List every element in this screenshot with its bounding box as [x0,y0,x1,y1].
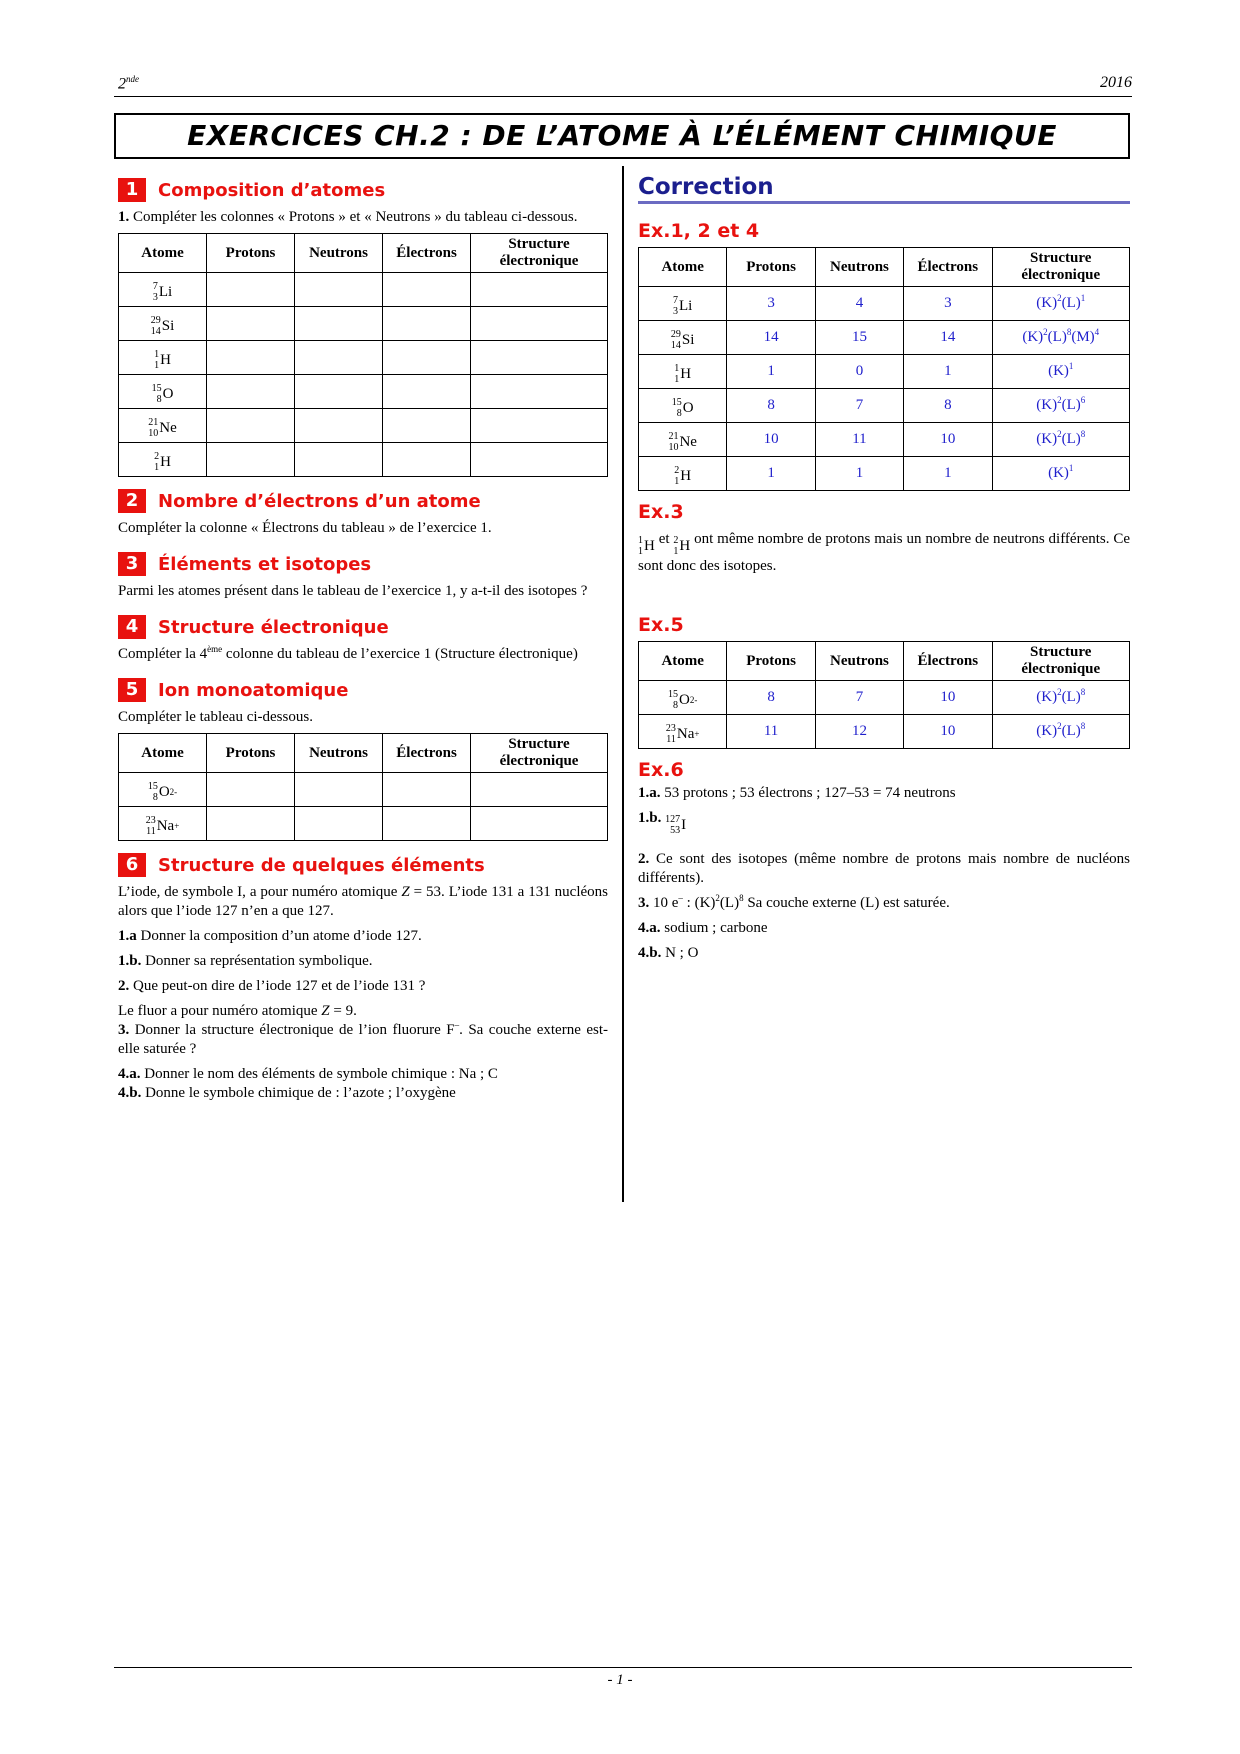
header-year: 2016 [1100,74,1132,91]
table-row: 1 1 H 1 0 1 $(K)^1$ [639,355,1130,389]
section-3-text: Parmi les atomes présent dans le tableau de l’exercice 1, y a-t-il des isotopes ? [118,583,588,599]
ex6-title: Ex.6 [638,759,684,781]
table-row: 29 14 Si [119,307,608,341]
exercises-column [118,178,608,1109]
section-1-text: 1. Compléter les colonnes « Protons » et « Neutrons » du tableau ci-dessous. [118,209,578,225]
header-level: 2nde [118,74,139,93]
section-1-heading: 1 Composition d’atomes [118,178,608,202]
table-row: 1 1 H [119,341,608,375]
table-row: 2 1 H [119,443,608,477]
question-2: 2. Que peut-on dire de l’iode 127 et de l’iode 131 ? [118,978,426,994]
ex6-4a: 4.a. sodium ; carbone [638,920,768,936]
section-2-text: Compléter la colonne « Électrons du tableau » de l’exercice 1. [118,520,492,536]
question-1b: 1.b. Donner sa représentation symbolique. [118,953,373,969]
section-5-heading: 5 Ion monoatomique [118,678,608,702]
section-3-heading: 3 Éléments et isotopes [118,552,608,576]
section-6-heading: 6 Structure de quelques éléments [118,853,608,877]
ex5-title: Ex.5 [638,614,684,636]
table-row: 21 10 Ne 10 11 10 $(K)^2(L)^8$ [639,423,1130,457]
correction-column [638,174,1131,969]
table-row: 15 8 O [119,375,608,409]
fluor-text: Le fluor a pour numéro atomique Z = 9. [118,1003,357,1019]
table-row: 23 11 Na + [119,807,608,841]
ex3-title: Ex.3 [638,501,684,523]
table-row: 7 3 Li [119,273,608,307]
section-5-text: Compléter le tableau ci-dessous. [118,709,313,725]
page-number: - 1 - [607,1672,633,1688]
question-4a: 4.a. Donner le nom des éléments de symbole chimique : Na ; C [118,1066,498,1082]
table-row: 15 8 O 8 7 8 $(K)^2(L)^6$ [639,389,1130,423]
table-row: 15 8 O 2- 8 7 10 $(K)^2(L)^8$ [639,681,1130,715]
exercise-5-table: Atome Protons Neutrons Électrons Structure électronique 15 8 O 2- 23 11 Na + [118,733,608,841]
table-row: 2 1 H 1 1 1 $(K)^1$ [639,457,1130,491]
column-divider [622,166,624,1202]
correction-title: Correction [638,178,1130,204]
header-divider [114,96,1132,97]
ex124-title: Ex.1, 2 et 4 [638,220,760,242]
exercise-1-table: Atome Protons Neutrons Électrons Structure électronique 7 3 Li 29 14 Si 1 1 H 15 8 O 21 10 Ne 2 1 H [118,233,608,477]
ex3-text: 1 1 H et 2 1 H ont même nombre de protons mais un nombre de neutrons différents. Ce sont donc des isotopes. [638,531,1131,574]
section-4-text: Compléter la 4ème colonne du tableau de l’exercice 1 (Structure électronique) [118,644,578,662]
section-6-intro: L’iode, de symbole I, a pour numéro atomique Z = 53. L’iode 131 a 131 nucléons alors que l’iode 127 n’en a que 127. [118,884,608,919]
question-3: 3. Donner la structure électronique de l’ion fluorure F–. Sa couche externe est-elle saturée ? [118,1020,608,1057]
footer-divider [114,1667,1132,1668]
section-4-heading: 4 Structure électronique [118,615,608,639]
table-row: 21 10 Ne [119,409,608,443]
question-4b: 4.b. Donne le symbole chimique de : l’azote ; l’oxygène [118,1085,456,1101]
ex6-3: 3. 10 e– : $(K)^2(L)^8$ Sa couche externe (L) est saturée. [638,893,950,911]
table-row: 29 14 Si 14 15 14 $(K)^2(L)^8(M)^4$ [639,321,1130,355]
ex6-1a: 1.a. 53 protons ; 53 électrons ; 127–53 = 74 neutrons [638,785,956,801]
ex6-2: 2. Ce sont des isotopes (même nombre de protons mais nombre de nucléons différents). [638,851,1130,886]
ex6-4b: 4.b. N ; O [638,945,699,961]
page-title: EXERCICES CH.2 : DE L’ATOME À L’ÉLÉMENT CHIMIQUE [114,113,1130,159]
question-1a: 1.a Donner la composition d’un atome d’iode 127. [118,928,422,944]
ex6-1b: 1.b. 127 53 I [638,810,687,836]
section-2-heading: 2 Nombre d’électrons d’un atome [118,489,608,513]
table-row: 15 8 O 2- [119,773,608,807]
correction-ex5-table: Atome Protons Neutrons Électrons Structure électronique 15 8 O 2- 8 7 10 $(K)^2(L)^8$ 23 11 Na + 11 12 10 $(K)^2(L)^8$ [638,641,1130,749]
table-row: 23 11 Na + 11 12 10 $(K)^2(L)^8$ [639,715,1130,749]
correction-ex124-table: Atome Protons Neutrons Électrons Structure électronique 7 3 Li 3 4 3 $(K)^2(L)^1$ 29 14 Si 14 15 14 $(K)^2(L)^8(M)^4$ 1 1 H 1 0 1 $(K)^1$ 15 8 O 8 7 8 $(K)^2(L)^6$ 21 10 Ne 10 11 10 $(K)^2(L)^8$ 2 1 H 1 1 1 $(K)^1$ [638,247,1130,491]
table-row: 7 3 Li 3 4 3 $(K)^2(L)^1$ [639,287,1130,321]
